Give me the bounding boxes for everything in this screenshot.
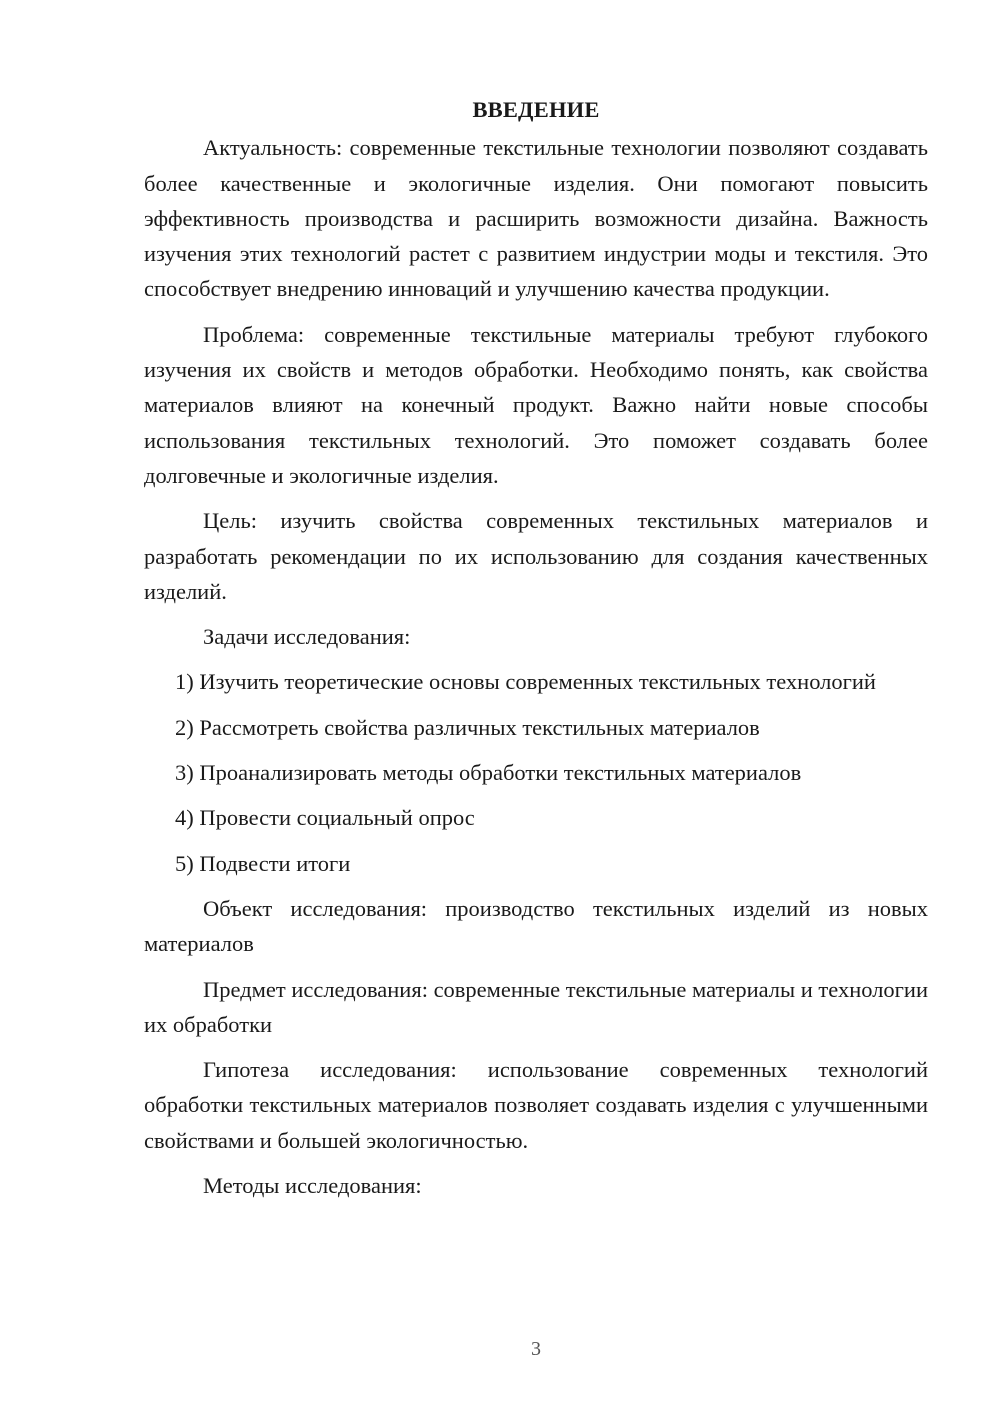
page-title: ВВЕДЕНИЕ	[472, 97, 600, 122]
paragraph-object: Объект исследования: производство текстильных изделий из новых материалов	[144, 895, 928, 957]
task-item-3: 3) Проанализировать методы обработки текстильных материалов	[175, 760, 802, 786]
task-item-1: 1) Изучить теоретические основы современных текстильных технологий	[175, 669, 876, 695]
task-item-4: 4) Провести социальный опрос	[175, 805, 475, 831]
page-number: 3	[531, 1338, 541, 1360]
paragraph-problem: Проблема: современные текстильные материалы требуют глубокого изучения их свойств и методов обработки. Необходимо понять, как свойства материалов влияют на конечный продукт. Важно найти новые способы использования текстильных технологий. Это поможет создавать более долговечные и экологичные изделия.	[144, 321, 928, 488]
task-item-2: 2) Рассмотреть свойства различных текстильных материалов	[175, 714, 760, 740]
methods-heading: Методы исследования:	[203, 1173, 422, 1199]
paragraph-subject: Предмет исследования: современные текстильные материалы и технологии их обработки	[144, 976, 928, 1037]
tasks-heading: Задачи исследования:	[203, 624, 411, 650]
page-content	[144, 92, 928, 1213]
paragraph-relevance: Актуальность: современные текстильные технологии позволяют создавать более качественные и экологичные изделия. Они помогают повысить эффективность производства и расширить возможности дизайна. Важность изучения этих технологий растет с развитием индустрии моды и текстиля. Это способствует внедрению инноваций и улучшению качества продукции.	[144, 135, 928, 302]
paragraph-hypothesis: Гипотеза исследования: использование современных технологий обработки текстильных материалов позволяет создавать изделия с улучшенными свойствами и большей экологичностью.	[144, 1057, 928, 1153]
task-item-5: 5) Подвести итоги	[175, 850, 351, 876]
paragraph-goal: Цель: изучить свойства современных текстильных материалов и разработать рекомендации по их использованию для создания качественных изделий.	[144, 508, 928, 604]
